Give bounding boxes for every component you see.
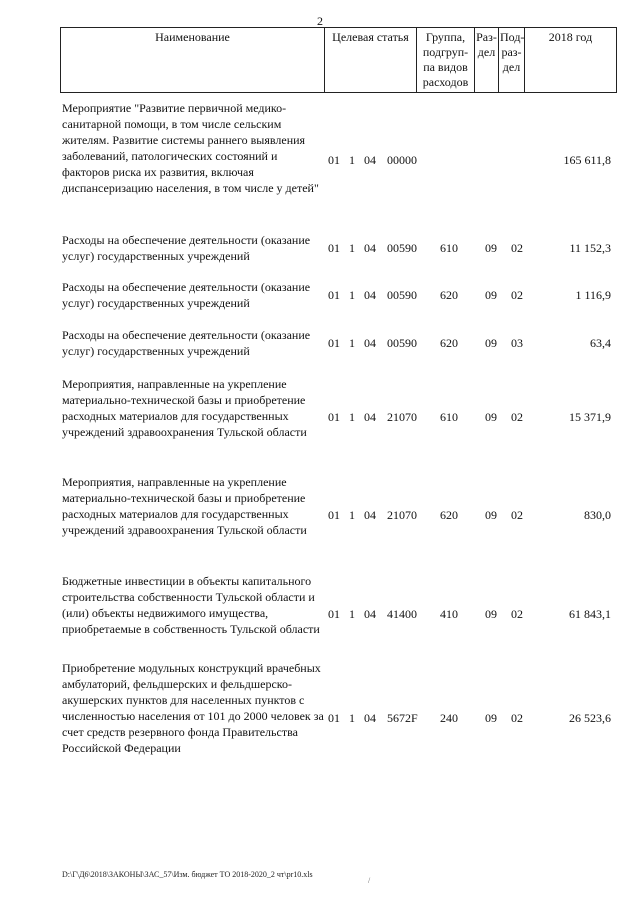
row-direction: 00590 — [387, 336, 417, 350]
row-name: Мероприятия, направленные на укрепление материально-технической базы и приобретение расходных материалов для государственных учреждений здравоохранения Тульской области — [62, 377, 307, 439]
header-section: Раз- дел — [475, 28, 499, 93]
row-section: 09 — [485, 336, 497, 350]
row-direction: 21070 — [387, 508, 417, 522]
row-group: 620 — [440, 288, 458, 302]
row-measure: 04 — [364, 508, 376, 522]
row-program: 01 — [328, 711, 340, 725]
row-subprogram: 1 — [349, 410, 355, 424]
row-amount: 1 116,9 — [575, 288, 611, 302]
file-path-footer: D:\Г\Д6\2018\ЗАКОНЫ\ЗАС_57\Изм. бюджет ТО 2018-2020_2 чт\pr10.xls — [62, 870, 313, 879]
row-amount: 61 843,1 — [569, 607, 611, 621]
row-subsection: 02 — [511, 607, 523, 621]
row-subsection: 03 — [511, 336, 523, 350]
row-group: 620 — [440, 336, 458, 350]
row-measure: 04 — [364, 607, 376, 621]
row-subsection: 02 — [511, 508, 523, 522]
row-direction: 41400 — [387, 607, 417, 621]
header-name: Наименование — [61, 28, 325, 93]
row-group: 620 — [440, 508, 458, 522]
row-program: 01 — [328, 410, 340, 424]
header-year: 2018 год — [525, 28, 617, 93]
row-amount: 11 152,3 — [569, 241, 611, 255]
row-program: 01 — [328, 153, 340, 167]
row-group: 610 — [440, 410, 458, 424]
row-amount: 63,4 — [590, 336, 611, 350]
row-direction: 00590 — [387, 241, 417, 255]
row-section: 09 — [485, 607, 497, 621]
row-program: 01 — [328, 607, 340, 621]
row-program: 01 — [328, 508, 340, 522]
row-amount: 165 611,8 — [563, 153, 611, 167]
row-measure: 04 — [364, 288, 376, 302]
row-section: 09 — [485, 241, 497, 255]
row-direction: 21070 — [387, 410, 417, 424]
page-number: 2 — [317, 14, 323, 28]
row-subprogram: 1 — [349, 153, 355, 167]
row-measure: 04 — [364, 711, 376, 725]
row-name: Расходы на обеспечение деятельности (оказание услуг) государственных учреждений — [62, 328, 311, 358]
row-subprogram: 1 — [349, 336, 355, 350]
row-name: Мероприятия, направленные на укрепление материально-технической базы и приобретение расходных материалов для государственных учреждений здравоохранения Тульской области — [62, 475, 307, 537]
row-subsection: 02 — [511, 288, 523, 302]
row-name: Расходы на обеспечение деятельности (оказание услуг) государственных учреждений — [62, 280, 311, 310]
row-group: 240 — [440, 711, 458, 725]
row-program: 01 — [328, 336, 340, 350]
row-name: Мероприятие "Развитие первичной медико-санитарной помощи, в том числе сельским жителям. Развитие системы раннего выявления заболеваний, патологических состояний и факторов риска их развития, включая диспансеризацию населения, в том числе у детей" — [62, 101, 319, 195]
row-amount: 26 523,6 — [569, 711, 611, 725]
row-program: 01 — [328, 288, 340, 302]
row-subprogram: 1 — [349, 711, 355, 725]
row-measure: 04 — [364, 241, 376, 255]
row-direction: 00590 — [387, 288, 417, 302]
row-name: Приобретение модульных конструкций врачебных амбулаторий, фельдшерских и фельдшерско-акушерских пунктов для населенных пунктов с численностью населения от 101 до 2000 человек за счет средств резервного фонда Правительства Российской Федерации — [62, 661, 324, 755]
row-subprogram: 1 — [349, 508, 355, 522]
row-subsection: 02 — [511, 410, 523, 424]
row-measure: 04 — [364, 336, 376, 350]
row-direction: 00000 — [387, 153, 417, 167]
row-program: 01 — [328, 241, 340, 255]
header-subsection: Под- раз- дел — [499, 28, 525, 93]
row-subsection: 02 — [511, 711, 523, 725]
row-measure: 04 — [364, 410, 376, 424]
row-section: 09 — [485, 508, 497, 522]
row-measure: 04 — [364, 153, 376, 167]
table-header — [60, 27, 617, 93]
row-name: Бюджетные инвестиции в объекты капитального строительства собственности Тульской области и (или) объекты недвижимого имущества, приобретаемые в собственность Тульской области — [62, 574, 320, 636]
row-subprogram: 1 — [349, 607, 355, 621]
header-group: Группа, подгруп- па видов расходов — [417, 28, 475, 93]
row-name: Расходы на обеспечение деятельности (оказание услуг) государственных учреждений — [62, 233, 311, 263]
row-group: 610 — [440, 241, 458, 255]
row-section: 09 — [485, 410, 497, 424]
row-amount: 830,0 — [584, 508, 611, 522]
scan-mark: / — [368, 876, 371, 885]
row-subprogram: 1 — [349, 288, 355, 302]
row-amount: 15 371,9 — [569, 410, 611, 424]
row-direction: 5672F — [387, 711, 418, 725]
header-target-article: Целевая статья — [325, 28, 417, 93]
row-section: 09 — [485, 711, 497, 725]
row-group: 410 — [440, 607, 458, 621]
row-subsection: 02 — [511, 241, 523, 255]
row-section: 09 — [485, 288, 497, 302]
row-subprogram: 1 — [349, 241, 355, 255]
